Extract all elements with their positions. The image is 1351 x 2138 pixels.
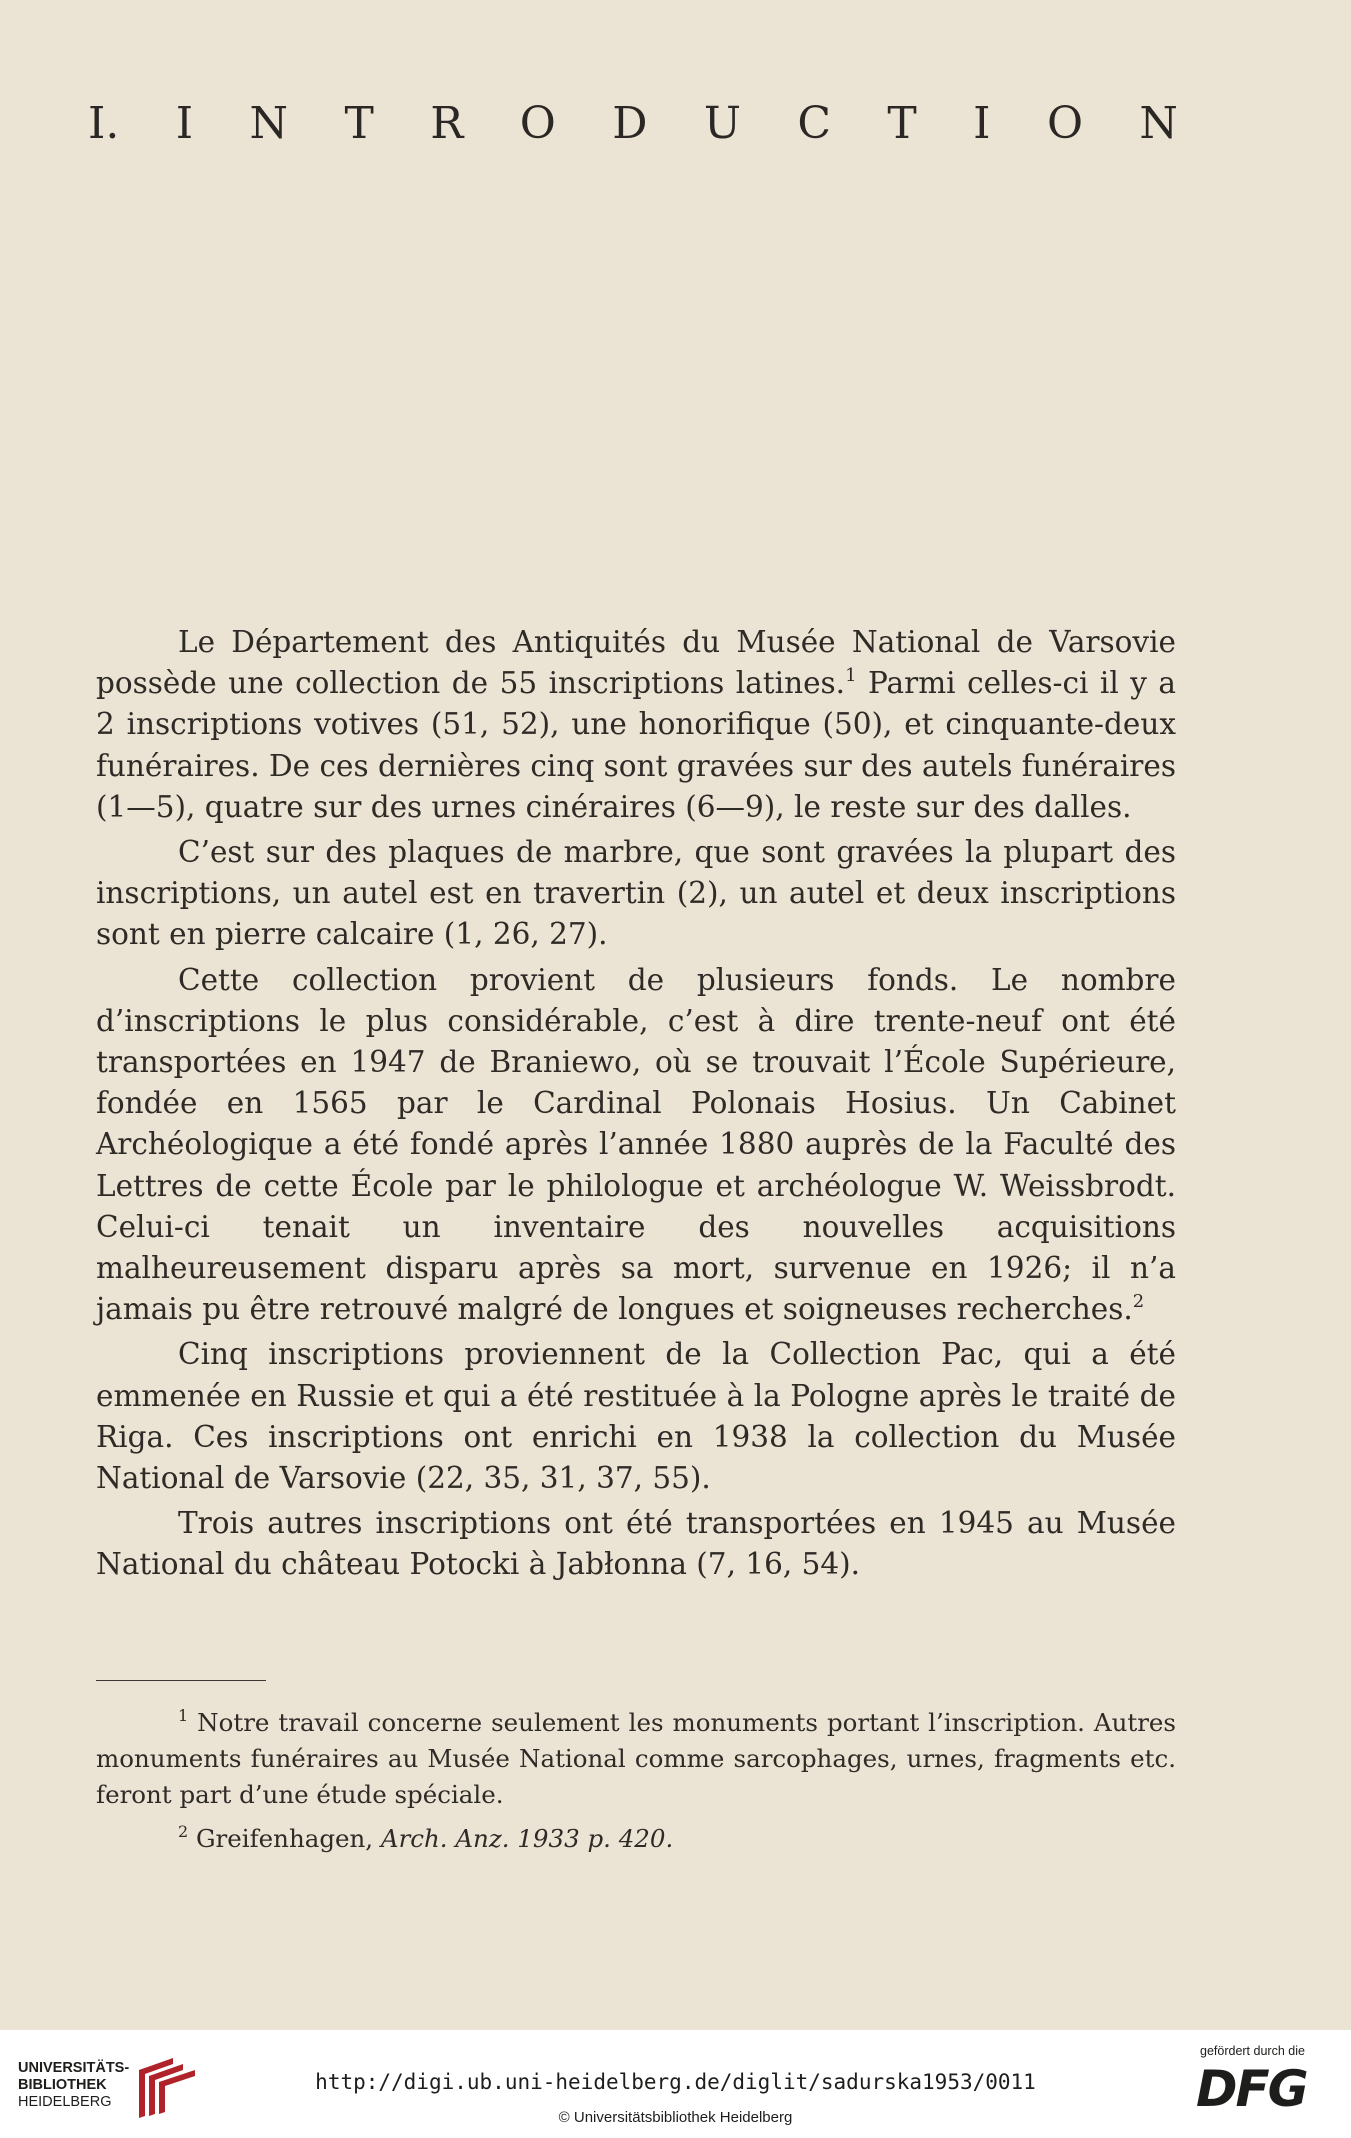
library-name: UNIVERSITÄTS- BIBLIOTHEK HEIDELBERG <box>18 2060 130 2110</box>
footnote-2: $^2$ Greifenhagen, Arch. Anz. 1933 p. 420. <box>178 1822 674 1853</box>
chapter-title-letter: O <box>1046 98 1084 149</box>
dfg-logo[interactable] <box>1196 2044 1336 2128</box>
chapter-title-letter: I. <box>88 98 120 149</box>
copyright-notice: © Universitätsbibliothek Heidelberg <box>558 2109 793 2126</box>
chapter-title <box>88 98 1178 149</box>
chapter-title-letter: N <box>1139 98 1178 149</box>
chapter-title-letter: C <box>797 98 832 149</box>
chapter-title-letter: T <box>344 98 374 149</box>
body-text <box>96 622 1176 1590</box>
footnote-ref-1[interactable]: 1 <box>845 665 857 687</box>
chapter-title-letter: I <box>973 98 991 149</box>
chapter-title-letter: O <box>519 98 556 149</box>
footnote-mark-1: 1 <box>178 1706 189 1725</box>
footnotes <box>96 1705 1176 1865</box>
paragraph-4: Cinq inscriptions proviennent de la Collection Pac, qui a été emmenée en Russie et qui a été restituée à la Pologne après le traité de Riga. Ces inscriptions ont enrichi en 1938 la collection du Musée National de Varsovie (22, 35, 31, 37, 55). <box>96 1337 1176 1496</box>
footnote-divider <box>96 1680 266 1681</box>
paragraph-3: Cette collection provient de plusieurs fonds. Le nombre d’inscriptions le plus considérable, c’est à dire trente-neuf ont été transportées en 1947 de Braniewo, où se trouvait l’École Supérieure, fondée en 1565 par le Cardinal Polonais Hosius. Un Cabinet Archéologique a été fondé après l’année 1880 auprès de la Faculté des Lettres de cette École par le philologue et archéologue W. Weissbrodt. Celui-ci tenait un inventaire des nouvelles acquisitions malheureusement disparu après sa mort, survenue en 1926; il n’a jamais pu être retrouvé malgré de longues et soigneuses recherches.$^2$ <box>96 962 1176 1327</box>
chapter-title-letter: R <box>430 98 464 149</box>
permalink-url[interactable]: http://digi.ub.uni-heidelberg.de/diglit/sadurska1953/0011 <box>315 2070 1036 2094</box>
paragraph-5: Trois autres inscriptions ont été transportées en 1945 au Musée National du château Potocki à Jabłonna (7, 16, 54). <box>96 1506 1176 1582</box>
footnote-2-citation: Arch. Anz. 1933 p. 420. <box>380 1824 674 1853</box>
chapter-title-letter: I <box>175 98 194 149</box>
chapter-title-letter: U <box>703 98 741 149</box>
chapter-title-letter: N <box>249 98 289 149</box>
paragraph-2: C’est sur des plaques de marbre, que sont gravées la plupart des inscriptions, un autel est en travertin (2), un autel et deux inscriptions sont en pierre calcaire (1, 26, 27). <box>96 835 1176 952</box>
footnote-mark-2: 2 <box>178 1822 189 1841</box>
footnote-ref-2[interactable]: 2 <box>1132 1291 1145 1313</box>
footnote-1: $^1$ Notre travail concerne seulement les monuments portant l’inscription. Autres monuments funéraires au Musée National comme sarcophages, urnes, fragments etc. feront part d’une étude spéciale. <box>96 1706 1176 1809</box>
paragraph-1: Le Département des Antiquités du Musée National de Varsovie possède une collection de 55 inscriptions latines.$^1$ Parmi celles-ci il y a 2 inscriptions votives (51, 52), une honorifique (50), et cinquante-deux funéraires. De ces dernières cinq sont gravées sur des autels funéraires (1—5), quatre sur des urnes cinéraires (6—9), le reste sur des dalles. <box>96 625 1176 824</box>
dfg-caption: gefördert durch die <box>1200 2044 1305 2058</box>
dfg-wordmark: DFG <box>1196 2060 1307 2118</box>
chapter-title-letter: T <box>887 98 917 149</box>
footer-bar <box>0 2030 1351 2138</box>
chapter-title-letter: D <box>612 98 648 149</box>
